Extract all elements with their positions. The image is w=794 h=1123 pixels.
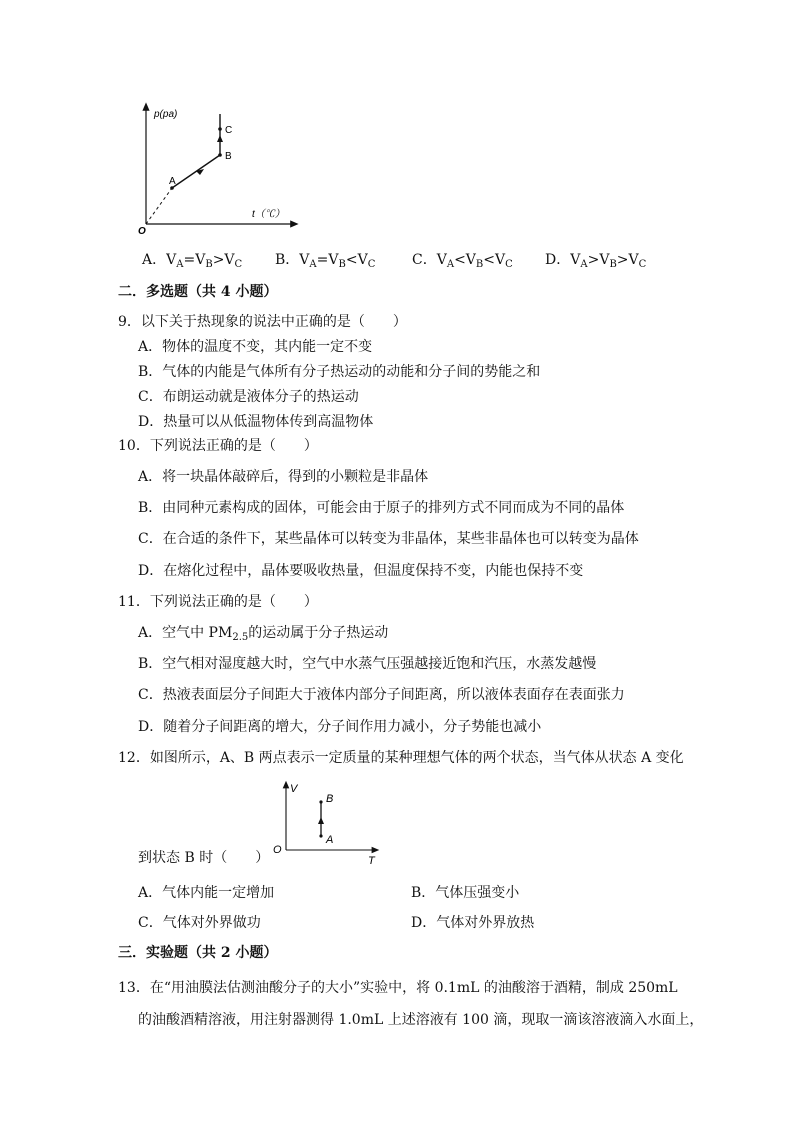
q11-option-b[interactable]: B．空气相对湿度越大时，空气中水蒸气压强越接近饱和汽压，水蒸发越慢 — [138, 656, 597, 672]
x-axis-label: t（℃） — [252, 209, 285, 220]
q11-option-a[interactable]: A．空气中 $PM_{2.5}$的运动属于分子热运动 — [138, 625, 389, 643]
label-a: A — [326, 834, 334, 846]
q13-line-1: 13．在“用油膜法估测油酸分子的大小”实验中，将 0.1mL 的油酸溶于酒精，制成 250mL — [118, 980, 678, 996]
q9-stem: 9．以下关于热现象的说法中正确的是（ ） — [118, 314, 407, 330]
q12-option-c[interactable]: C．气体对外界做功 — [138, 915, 261, 931]
q11-option-c[interactable]: C．热液表面层分子间距大于液体内部分子间距离，所以液体表面存在表面张力 — [138, 687, 625, 703]
direction-arrow-up — [318, 817, 324, 824]
q9-option-b[interactable]: B．气体的内能是气体所有分子热运动的动能和分子间的势能之和 — [138, 364, 541, 380]
point-b — [319, 800, 322, 803]
y-axis-label: p(pa) — [154, 109, 178, 120]
q11-stem: 11．下列说法正确的是（ ） — [118, 594, 318, 610]
q12-vt-graph — [268, 778, 388, 868]
section-title-experiment: 三．实验题（共 2 小题） — [118, 945, 278, 961]
q12-option-a[interactable]: A．气体内能一定增加 — [138, 885, 275, 901]
q11-option-d[interactable]: D．随着分子间距离的增大，分子间作用力减小，分子势能也减小 — [138, 719, 542, 735]
q10-option-c[interactable]: C．在合适的条件下，某些晶体可以转变为非晶体，某些非晶体也可以转变为晶体 — [138, 531, 639, 547]
origin-label: O — [138, 226, 146, 237]
q10-stem: 10．下列说法正确的是（ ） — [118, 438, 318, 454]
q9-option-c[interactable]: C．布朗运动就是液体分子的热运动 — [138, 389, 359, 405]
q8-option-a[interactable]: A．$V_A=V_B>V_C$ — [142, 252, 243, 270]
point-a — [319, 834, 322, 837]
label-a: A — [169, 176, 176, 187]
q8-option-d[interactable]: D．$V_A>V_B>V_C$ — [545, 252, 647, 270]
q12-stem: 12．如图所示，A、B 两点表示一定质量的某种理想气体的两个状态，当气体从状态 A 变化 — [118, 750, 684, 766]
q10-option-a[interactable]: A．将一块晶体敲碎后，得到的小颗粒是非晶体 — [138, 469, 429, 485]
q10-option-b[interactable]: B．由同种元素构成的固体，可能会由于原子的排列方式不同而成为不同的晶体 — [138, 500, 625, 516]
q12-stem-continued: 到状态 B 时（ ） — [138, 850, 270, 866]
origin-label: O — [273, 844, 282, 856]
q9-option-d[interactable]: D．热量可以从低温物体传到高温物体 — [138, 414, 374, 430]
q13-line-2: 的油酸酒精溶液，用注射器测得 1.0mL 上述溶液有 100 滴，现取一滴该溶液滴入水面上， — [138, 1012, 704, 1028]
q10-option-d[interactable]: D．在熔化过程中，晶体要吸收热量，但温度保持不变，内能也保持不变 — [138, 563, 584, 579]
point-b — [218, 153, 222, 157]
q12-option-d[interactable]: D．气体对外界放热 — [411, 915, 535, 931]
point-c — [218, 127, 222, 131]
direction-arrow-up — [217, 135, 223, 142]
section-title-multiple-choice: 二．多选题（共 4 小题） — [118, 284, 278, 300]
label-b: B — [326, 793, 334, 805]
q8-pt-graph — [130, 100, 300, 240]
q12-option-b[interactable]: B．气体压强变小 — [411, 885, 520, 901]
q9-option-a[interactable]: A．物体的温度不变，其内能一定不变 — [138, 339, 373, 355]
label-b: B — [225, 151, 232, 162]
y-axis-label: V — [290, 783, 298, 795]
dashed-extension — [146, 188, 172, 224]
q8-option-c[interactable]: C．$V_A<V_B<V_C$ — [412, 252, 513, 270]
path-a-to-b — [172, 155, 220, 188]
q8-option-b[interactable]: B．$V_A=V_B<V_C$ — [275, 252, 376, 270]
x-axis-label: T — [368, 855, 375, 867]
label-c: C — [225, 125, 233, 136]
